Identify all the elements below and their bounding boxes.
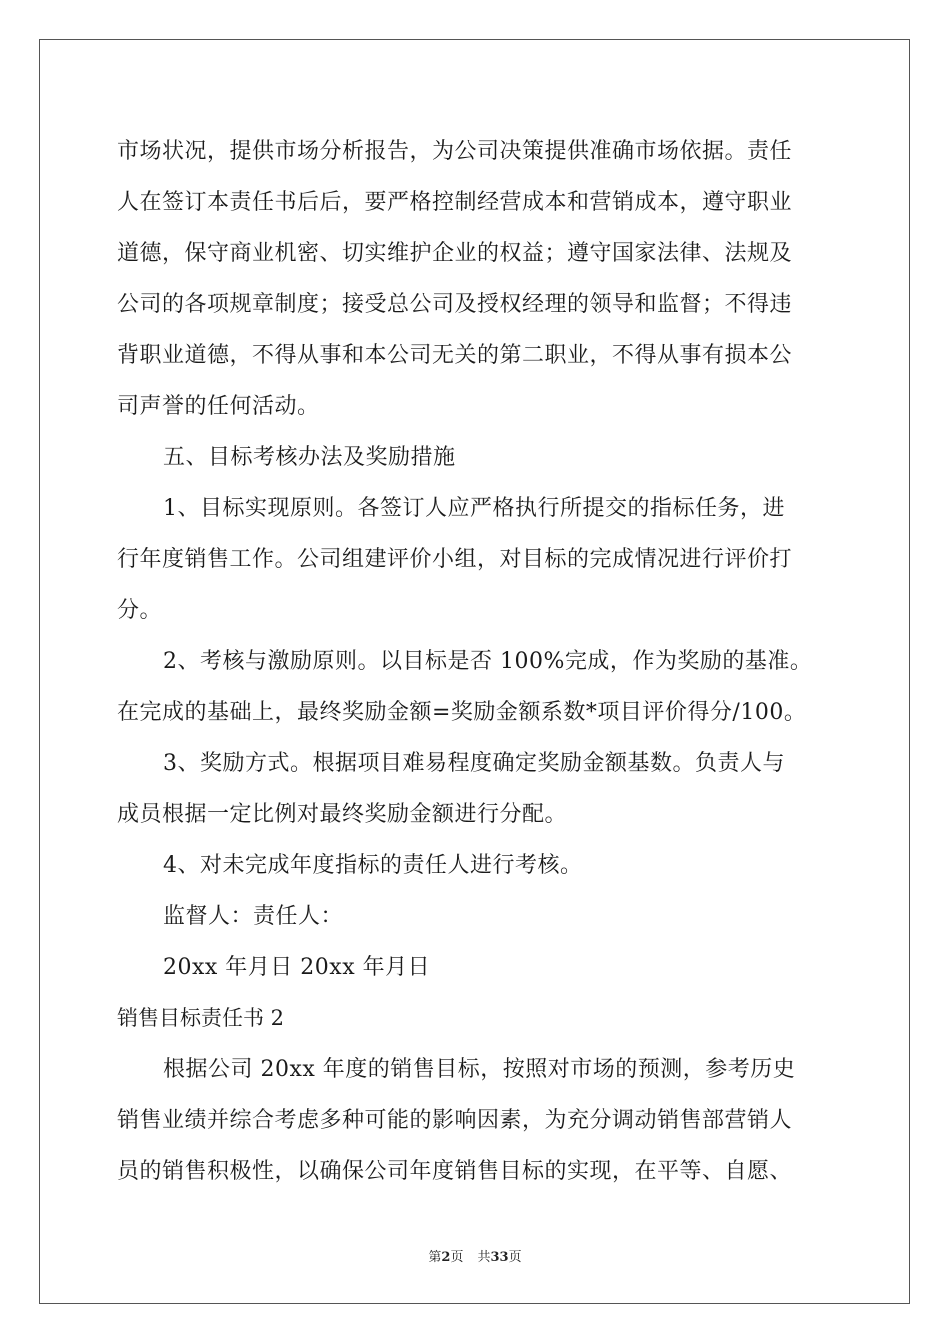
text-line: 司声誉的任何活动。 (117, 394, 320, 419)
text-line: 人在签订本责任书后后，要严格控制经营成本和营销成本，遵守职业 (117, 190, 793, 215)
text-line: 市场状况，提供市场分析报告，为公司决策提供准确市场依据。责任 (117, 139, 793, 164)
text-line: 1、目标实现原则。各签订人应严格执行所提交的指标任务，进 (163, 496, 785, 521)
page-footer (0, 1246, 950, 1265)
document-title: 销售目标责任书 2 (117, 1006, 285, 1030)
page-prefix: 第 (428, 1250, 442, 1265)
text-line: 2、考核与激励原则。以目标是否 100%完成，作为奖励的基准。 (163, 649, 813, 674)
text-line: 根据公司 20xx 年度的销售目标，按照对市场的预测，参考历史 (163, 1057, 796, 1082)
text-line: 销售业绩并综合考虑多种可能的影响因素，为充分调动销售部营销人 (117, 1108, 793, 1133)
text-line: 在完成的基础上，最终奖励金额=奖励金额系数*项目评价得分/100。 (117, 700, 807, 725)
text-line: 行年度销售工作。公司组建评价小组，对目标的完成情况进行评价打 (117, 547, 793, 572)
text-line: 4、对未完成年度指标的责任人进行考核。 (163, 853, 583, 878)
date-line: 20xx 年月日 20xx 年月日 (163, 955, 431, 980)
page-number: 2 (441, 1250, 451, 1265)
total-suffix: 页 (508, 1250, 522, 1265)
text-line: 成员根据一定比例对最终奖励金额进行分配。 (117, 802, 568, 827)
total-prefix: 共 (477, 1250, 491, 1265)
text-line: 分。 (117, 598, 163, 623)
section-heading: 五、目标考核办法及奖励措施 (163, 445, 456, 470)
text-line: 公司的各项规章制度；接受总公司及授权经理的领导和监督；不得违 (117, 292, 793, 317)
total-pages: 33 (490, 1250, 509, 1265)
document-body (117, 126, 837, 1197)
page-suffix: 页 (450, 1250, 464, 1265)
text-line: 员的销售积极性，以确保公司年度销售目标的实现，在平等、自愿、 (117, 1159, 793, 1184)
text-line: 背职业道德，不得从事和本公司无关的第二职业，不得从事有损本公 (117, 343, 793, 368)
text-line: 道德，保守商业机密、切实维护企业的权益；遵守国家法律、法规及 (117, 241, 793, 266)
text-line: 3、奖励方式。根据项目难易程度确定奖励金额基数。负责人与 (163, 751, 785, 776)
signature-line: 监督人：责任人： (163, 904, 344, 929)
